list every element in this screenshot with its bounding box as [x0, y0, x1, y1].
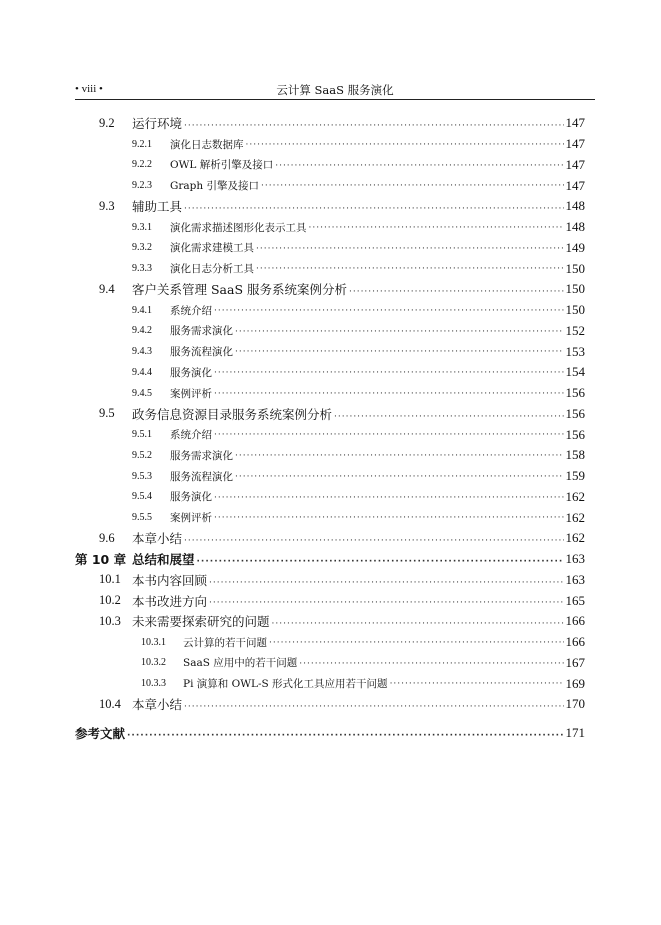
toc-entry-title: 服务演化: [170, 491, 212, 504]
toc-entry-title: 服务演化: [170, 366, 212, 379]
toc-entry[interactable]: [75, 528, 585, 549]
toc-entry[interactable]: [75, 113, 585, 134]
toc-leader-dots: [269, 636, 564, 647]
toc-entry-page: 167: [565, 654, 585, 670]
toc-entry-page: 147: [565, 136, 585, 152]
toc-leader-dots: [299, 657, 563, 668]
toc-leader-dots: [214, 428, 564, 439]
toc-entry-number: 9.4.5: [132, 387, 152, 399]
toc-leader-dots: [184, 199, 563, 212]
toc-entry-number: 9.2.2: [132, 159, 152, 171]
toc-entry-number: 9.3.1: [132, 221, 152, 233]
toc-entry[interactable]: [75, 279, 585, 300]
toc-entry-page: 150: [565, 260, 585, 276]
toc-entry[interactable]: [75, 155, 585, 176]
toc-entry-page: 148: [565, 198, 585, 214]
toc-entry-title: 系统介绍: [170, 304, 212, 317]
toc-leader-dots: [127, 726, 563, 739]
toc-entry-title: SaaS 应用中的若干问题: [183, 657, 298, 670]
toc-leader-dots: [214, 491, 564, 502]
toc-entry[interactable]: [75, 487, 585, 508]
toc-entry-title: 服务需求演化: [170, 325, 233, 338]
toc-entry-page: 147: [565, 115, 585, 131]
toc-leader-dots: [209, 573, 563, 586]
toc-leader-dots: [246, 138, 564, 149]
toc-leader-dots: [261, 179, 564, 190]
toc-leader-dots: [214, 366, 564, 377]
toc-entry[interactable]: [75, 134, 585, 155]
toc-entry-number: 9.5.4: [132, 491, 152, 503]
toc-entry-page: 170: [565, 696, 585, 712]
toc-leader-dots: [214, 511, 564, 522]
toc-entry-number: 9.3.3: [132, 263, 152, 275]
toc-leader-dots: [184, 116, 563, 129]
toc-entry-number: 9.4.1: [132, 304, 152, 316]
toc-entry-title: 演化日志数据库: [170, 138, 244, 151]
toc-entry[interactable]: [75, 445, 585, 466]
toc-entry-page: 150: [565, 302, 585, 318]
toc-entry-number: 9.2.1: [132, 138, 152, 150]
toc-entry[interactable]: [75, 590, 585, 611]
toc-entry-title: OWL 解析引擎及接口: [170, 159, 274, 172]
toc-entry-title: 系统介绍: [170, 429, 212, 442]
toc-entry-number: 9.4.3: [132, 346, 152, 358]
toc-entry[interactable]: [75, 341, 585, 362]
toc-entry[interactable]: [75, 632, 585, 653]
toc-leader-dots: [334, 407, 563, 420]
toc-entry-title: 案例评析: [170, 387, 212, 400]
toc-entry-title: 本章小结: [132, 531, 183, 547]
toc-entry-page: 149: [565, 239, 585, 255]
toc-entry-number: 10.3.2: [141, 657, 166, 669]
toc-entry-number: 10.3.1: [141, 636, 166, 648]
table-of-contents: [75, 113, 585, 744]
toc-leader-dots: [275, 159, 563, 170]
toc-entry-title: 演化需求描述图形化表示工具: [170, 221, 307, 234]
toc-leader-dots: [214, 304, 564, 315]
toc-entry[interactable]: [75, 694, 585, 715]
toc-entry-page: 147: [565, 177, 585, 193]
toc-entry-title: 客户关系管理 SaaS 服务系统案例分析: [132, 282, 347, 298]
toc-entry[interactable]: [75, 238, 585, 259]
toc-entry[interactable]: [75, 466, 585, 487]
toc-entry-number: 9.5.2: [132, 449, 152, 461]
toc-entry[interactable]: [75, 258, 585, 279]
toc-leader-dots: [209, 593, 563, 606]
toc-entry-title: 本章小结: [132, 697, 183, 713]
toc-leader-dots: [184, 697, 563, 710]
toc-entry-title: 运行环境: [132, 116, 183, 132]
toc-entry[interactable]: [75, 723, 585, 744]
toc-entry-page: 159: [565, 468, 585, 484]
toc-entry-page: 165: [565, 592, 585, 608]
toc-entry-page: 154: [565, 364, 585, 380]
toc-entry-title: 演化日志分析工具: [170, 263, 254, 276]
toc-entry-page: 169: [565, 675, 585, 691]
toc-entry[interactable]: [75, 175, 585, 196]
toc-entry-title: 演化需求建模工具: [170, 242, 254, 255]
toc-entry[interactable]: [75, 383, 585, 404]
toc-entry-number: 9.2: [99, 115, 115, 130]
toc-entry[interactable]: [75, 424, 585, 445]
toc-entry-page: 162: [565, 530, 585, 546]
toc-leader-dots: [235, 449, 564, 460]
toc-leader-dots: [309, 221, 564, 232]
toc-entry-title: Graph 引擎及接口: [170, 180, 259, 193]
toc-entry-page: 162: [565, 488, 585, 504]
toc-entry-number: 9.5.1: [132, 429, 152, 441]
toc-leader-dots: [197, 552, 564, 565]
toc-entry-number: 9.6: [99, 530, 115, 545]
toc-entry-number: 10.1: [99, 572, 121, 587]
toc-entry-title: 未来需要探索研究的问题: [132, 614, 270, 630]
toc-entry-title: 辅助工具: [132, 199, 183, 215]
toc-leader-dots: [256, 262, 564, 273]
page-header: [75, 80, 595, 100]
toc-leader-dots: [235, 345, 564, 356]
toc-entry-page: 150: [565, 281, 585, 297]
toc-entry-page: 148: [565, 219, 585, 235]
header-rule: [75, 99, 595, 100]
toc-leader-dots: [272, 614, 564, 627]
toc-entry-page: 166: [565, 634, 585, 650]
toc-entry[interactable]: [75, 507, 585, 528]
toc-entry-page: 163: [565, 571, 585, 587]
toc-entry[interactable]: [75, 300, 585, 321]
toc-entry-page: 158: [565, 447, 585, 463]
toc-entry[interactable]: [75, 362, 585, 383]
toc-entry-number: 10.3.3: [141, 678, 166, 690]
toc-entry-number: 9.3: [99, 198, 115, 213]
toc-entry-title: 参考文献: [75, 726, 126, 742]
toc-entry-number: 10.2: [99, 593, 121, 608]
toc-entry-number: 10.3: [99, 613, 121, 628]
toc-entry[interactable]: [75, 196, 585, 217]
toc-leader-dots: [235, 325, 564, 336]
toc-entry-number: 9.4: [99, 281, 115, 296]
toc-entry-page: 171: [565, 725, 585, 741]
toc-entry-title: 服务流程演化: [170, 346, 233, 359]
toc-entry-title: 云计算的若干问题: [183, 636, 267, 649]
toc-leader-dots: [235, 470, 564, 481]
toc-entry-title: Pi 演算和 OWL-S 形式化工具应用若干问题: [183, 678, 388, 691]
toc-entry-number: 9.2.3: [132, 180, 152, 192]
toc-leader-dots: [349, 282, 564, 295]
toc-entry-number: 第 10 章: [75, 552, 127, 568]
toc-entry-page: 166: [565, 613, 585, 629]
toc-entry-title: 政务信息资源目录服务系统案例分析: [132, 406, 333, 422]
toc-entry-title: 本书改进方向: [132, 593, 208, 609]
toc-leader-dots: [184, 531, 563, 544]
toc-entry[interactable]: [75, 321, 585, 342]
toc-leader-dots: [214, 387, 564, 398]
toc-entry-page: 156: [565, 405, 585, 421]
toc-entry-number: 9.5: [99, 406, 115, 421]
toc-entry[interactable]: [75, 611, 585, 632]
toc-entry-page: 152: [565, 322, 585, 338]
toc-entry-number: 9.5.3: [132, 470, 152, 482]
running-title: 云计算 SaaS 服务演化: [276, 83, 394, 97]
toc-leader-dots: [256, 242, 564, 253]
toc-entry-title: 案例评析: [170, 512, 212, 525]
toc-entry[interactable]: [75, 549, 585, 570]
toc-entry-title: 服务需求演化: [170, 449, 233, 462]
toc-entry-page: 163: [565, 551, 585, 567]
toc-entry[interactable]: [75, 673, 585, 694]
toc-entry-page: 156: [565, 426, 585, 442]
toc-entry[interactable]: [75, 570, 585, 591]
toc-entry-page: 147: [565, 156, 585, 172]
toc-entry[interactable]: [75, 653, 585, 674]
toc-entry-number: 10.4: [99, 696, 121, 711]
toc-leader-dots: [390, 677, 564, 688]
toc-entry[interactable]: [75, 217, 585, 238]
toc-entry-number: 9.3.2: [132, 242, 152, 254]
toc-entry-number: 9.4.4: [132, 366, 152, 378]
toc-entry-number: 9.4.2: [132, 325, 152, 337]
toc-entry-title: 服务流程演化: [170, 470, 233, 483]
toc-entry-page: 153: [565, 343, 585, 359]
page-number-marker: • viii •: [75, 83, 103, 95]
toc-entry-page: 162: [565, 509, 585, 525]
toc-entry-page: 156: [565, 385, 585, 401]
toc-entry-title: 总结和展望: [132, 552, 195, 568]
toc-entry-number: 9.5.5: [132, 512, 152, 524]
toc-entry[interactable]: [75, 404, 585, 425]
toc-entry-title: 本书内容回顾: [132, 572, 208, 588]
